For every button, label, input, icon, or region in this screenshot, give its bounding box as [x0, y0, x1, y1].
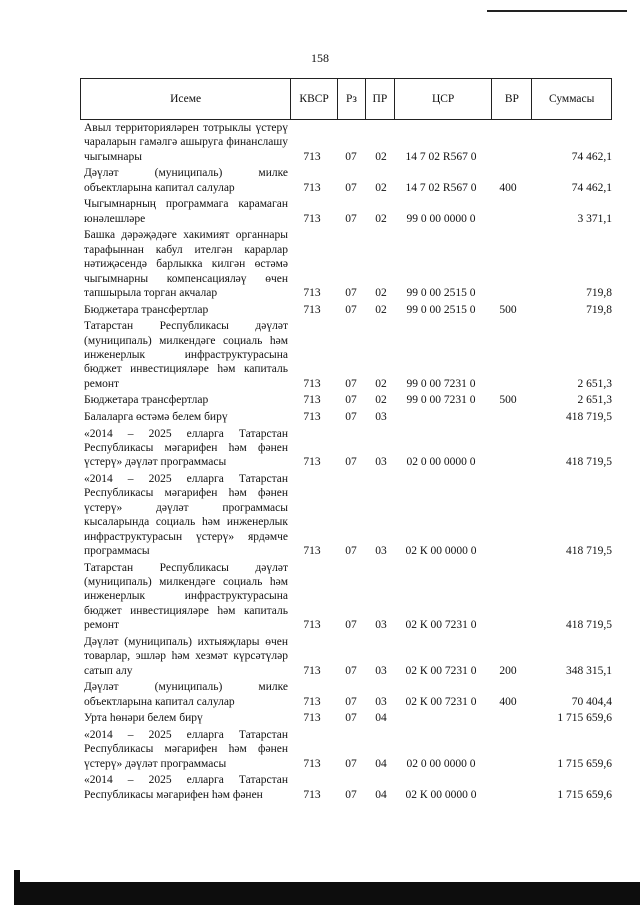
- cell-pr: 02: [375, 303, 387, 316]
- table-row: [84, 303, 612, 317]
- cell-kvsr: 713: [303, 712, 321, 725]
- cell-csr: 99 0 00 7231 0: [406, 394, 476, 407]
- header-name: Исеме: [81, 79, 291, 119]
- cell-pr: 03: [375, 619, 387, 632]
- cell-vr: 500: [499, 303, 517, 316]
- cell-pr: 03: [375, 545, 387, 558]
- table-row: [84, 472, 612, 558]
- cell-kvsr: 713: [303, 456, 321, 469]
- cell-sum: 1 715 659,6: [557, 757, 612, 770]
- cell-sum: 719,8: [586, 303, 612, 316]
- cell-name: Чыгымнарның программага карамаган юнәлешләре: [84, 198, 288, 225]
- cell-pr: 04: [375, 757, 387, 770]
- cell-pr: 04: [375, 712, 387, 725]
- cell-name: Дәүләт (муниципаль) милке объектларына капитал салулар: [84, 167, 288, 194]
- cell-kvsr: 713: [303, 788, 321, 801]
- cell-name: Татарстан Республикасы дәүләт (муниципаль) милкендәге социаль һәм инженерлык инфраструктурасына бюджет инвестицияләре һәм капиталь ремонт: [84, 561, 288, 632]
- cell-name: Балаларга өстәмә белем бирү: [84, 411, 228, 424]
- cell-name: «2014 – 2025 елларга Татарстан Республикасы мәгарифен һәм фәнен үстерү» дәүләт программасы: [84, 728, 288, 770]
- cell-rz: 07: [345, 150, 357, 163]
- cell-pr: 02: [375, 377, 387, 390]
- cell-csr: 02 К 00 7231 0: [405, 619, 477, 632]
- cell-csr: 99 0 00 2515 0: [406, 287, 476, 300]
- cell-rz: 07: [345, 456, 357, 469]
- cell-csr: 14 7 02 R567 0: [405, 181, 477, 194]
- cell-csr: 02 0 00 0000 0: [406, 757, 476, 770]
- cell-name: Татарстан Республикасы дәүләт (муниципаль) милкендәге социаль һәм инженерлык инфраструктурасына бюджет инвестицияләре һәм капиталь ремонт: [84, 320, 288, 390]
- header-kvsr: КВСР: [291, 79, 338, 119]
- cell-kvsr: 713: [303, 181, 321, 194]
- cell-vr: 400: [499, 181, 517, 194]
- cell-sum: 1 715 659,6: [557, 788, 612, 801]
- cell-sum: 1 715 659,6: [557, 712, 612, 725]
- cell-rz: 07: [345, 664, 357, 677]
- top-rule: [487, 10, 627, 12]
- cell-csr: 02 К 00 0000 0: [405, 545, 477, 558]
- cell-csr: 99 0 00 2515 0: [406, 303, 476, 316]
- cell-name: Дәүләт (муниципаль) милке объектларына капитал салулар: [84, 681, 288, 708]
- table-row: [84, 166, 612, 195]
- table-row: [84, 561, 612, 633]
- cell-sum: 2 651,3: [577, 377, 612, 390]
- cell-vr: 400: [499, 695, 517, 708]
- cell-sum: 418 719,5: [566, 619, 612, 632]
- cell-sum: 70 404,4: [571, 695, 612, 708]
- cell-pr: 03: [375, 664, 387, 677]
- table-row: [84, 711, 612, 725]
- cell-kvsr: 713: [303, 411, 321, 424]
- cell-kvsr: 713: [303, 545, 321, 558]
- cell-csr: 14 7 02 R567 0: [405, 150, 477, 163]
- table-row: [84, 121, 612, 164]
- table-row: [84, 319, 612, 391]
- table-row: [84, 228, 612, 300]
- header-rz: Рз: [338, 79, 366, 119]
- cell-name: Бюджетара трансфертлар: [84, 394, 209, 407]
- cell-kvsr: 713: [303, 377, 321, 390]
- cell-sum: 418 719,5: [566, 456, 612, 469]
- cell-kvsr: 713: [303, 287, 321, 300]
- cell-kvsr: 713: [303, 695, 321, 708]
- cell-name: «2014 – 2025 елларга Татарстан Республикасы мәгарифен һәм фәнен үстерү» дәүләт программасы: [84, 427, 288, 469]
- cell-rz: 07: [345, 377, 357, 390]
- cell-kvsr: 713: [303, 212, 321, 225]
- cell-csr: 02 0 00 0000 0: [406, 456, 476, 469]
- header-vr: ВР: [492, 79, 532, 119]
- cell-name: Дәүләт (муниципаль) ихтыяҗлары өчен товарлар, эшләр һәм хезмәт күрсәтүләр сатып алу: [84, 635, 288, 677]
- cell-sum: 418 719,5: [566, 545, 612, 558]
- cell-vr: 200: [499, 664, 517, 677]
- cell-rz: 07: [345, 788, 357, 801]
- cell-pr: 03: [375, 695, 387, 708]
- cell-rz: 07: [345, 212, 357, 225]
- header-sum: Суммасы: [548, 93, 595, 105]
- cell-rz: 07: [345, 303, 357, 316]
- table-row: [84, 410, 612, 424]
- cell-name: Урта һөнәри белем бирү: [84, 712, 203, 725]
- cell-rz: 07: [345, 287, 357, 300]
- cell-name: Авыл территорияләрен тотрыклы үстерү чараларын гамәлгә ашыруга финанслашу чыгымнары: [84, 122, 288, 163]
- cell-pr: 04: [375, 788, 387, 801]
- cell-pr: 02: [375, 181, 387, 194]
- cell-kvsr: 713: [303, 664, 321, 677]
- cell-csr: 99 0 00 7231 0: [406, 377, 476, 390]
- cell-csr: 02 К 00 7231 0: [405, 664, 477, 677]
- cell-rz: 07: [345, 394, 357, 407]
- cell-pr: 02: [375, 394, 387, 407]
- table-row: [84, 197, 612, 226]
- cell-pr: 02: [375, 150, 387, 163]
- cell-name: Бюджетара трансфертлар: [84, 303, 209, 316]
- cell-rz: 07: [345, 545, 357, 558]
- table-row: [84, 427, 612, 470]
- cell-rz: 07: [345, 181, 357, 194]
- cell-pr: 03: [375, 411, 387, 424]
- cell-rz: 07: [345, 695, 357, 708]
- cell-rz: 07: [345, 757, 357, 770]
- cell-sum: 418 719,5: [566, 411, 612, 424]
- cell-name: «2014 – 2025 елларга Татарстан Республикасы мәгарифен һәм фәнен үстерү» дәүләт программасы кысаларында социаль һәм инженерлык инфраструктурасын үстерү» ярдәмче программасы: [84, 473, 288, 558]
- cell-pr: 02: [375, 212, 387, 225]
- cell-csr: 99 0 00 0000 0: [406, 212, 476, 225]
- page-number: 158: [311, 51, 329, 65]
- cell-pr: 02: [375, 287, 387, 300]
- scan-edge-bottom: [14, 882, 640, 905]
- cell-name: Башка дәрәҗәдәге хакимият органнары тарафыннан кабул ителгән карарлар нәтиҗәсендә барлыкка килгән өстәмә чыгымнарны компенсацияләү өчен тапшырыла торган акчалар: [84, 229, 288, 300]
- cell-rz: 07: [345, 712, 357, 725]
- header-csr: ЦСР: [395, 79, 493, 119]
- cell-sum: 74 462,1: [571, 181, 612, 194]
- table-row: [84, 393, 612, 407]
- cell-pr: 03: [375, 456, 387, 469]
- cell-kvsr: 713: [303, 303, 321, 316]
- header-pr: ПР: [366, 79, 395, 119]
- table-row: [84, 773, 612, 802]
- cell-rz: 07: [345, 411, 357, 424]
- cell-kvsr: 713: [303, 394, 321, 407]
- cell-sum: 2 651,3: [577, 394, 612, 407]
- table-header: [80, 78, 612, 120]
- cell-kvsr: 713: [303, 150, 321, 163]
- table-row: [84, 728, 612, 771]
- cell-kvsr: 713: [303, 619, 321, 632]
- cell-vr: 500: [499, 394, 517, 407]
- table-body: [84, 121, 612, 804]
- cell-sum: 348 315,1: [566, 664, 612, 677]
- table-row: [84, 680, 612, 709]
- cell-kvsr: 713: [303, 757, 321, 770]
- cell-sum: 74 462,1: [571, 150, 612, 163]
- cell-csr: 02 К 00 7231 0: [405, 695, 477, 708]
- cell-name: «2014 – 2025 елларга Татарстан Республикасы мәгарифен һәм фәнен: [84, 774, 288, 801]
- cell-sum: 3 371,1: [577, 212, 612, 225]
- cell-sum: 719,8: [586, 287, 612, 300]
- cell-csr: 02 К 00 0000 0: [405, 788, 477, 801]
- table-row: [84, 635, 612, 678]
- cell-rz: 07: [345, 619, 357, 632]
